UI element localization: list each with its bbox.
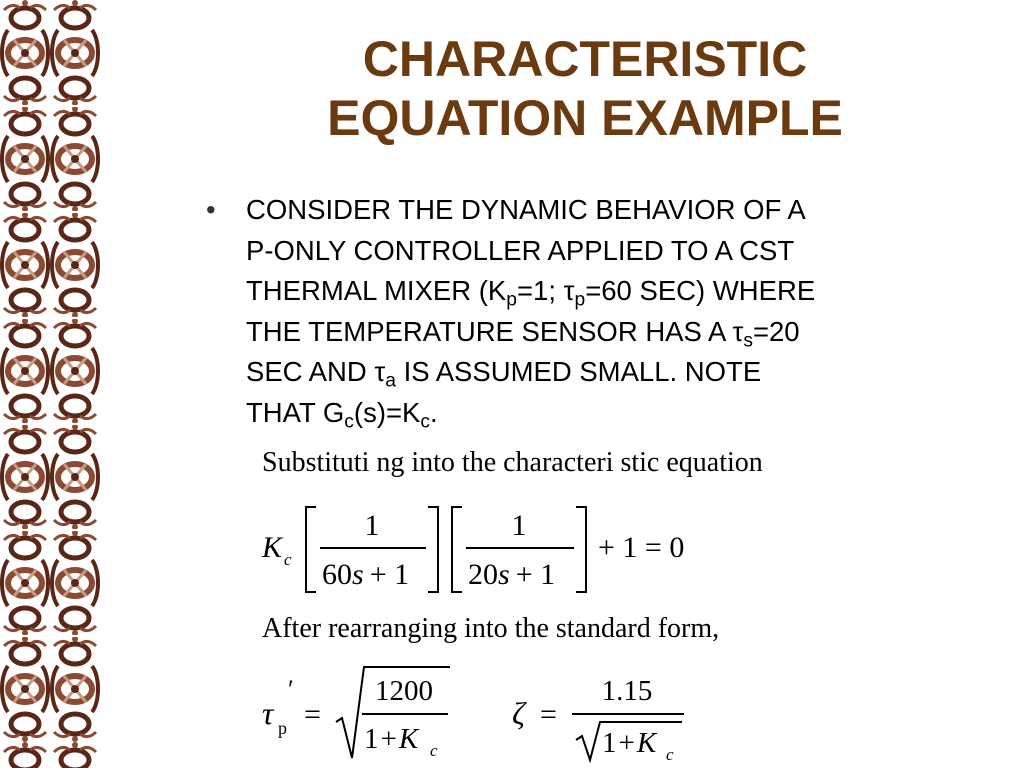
bullet-text-run: THAT G: [246, 396, 345, 428]
frac1-denominator: 60s + 1: [322, 558, 410, 591]
tau-symbol: τ: [262, 695, 274, 731]
bullet-text-run: (s)=K: [353, 396, 421, 428]
gain-k: K: [262, 531, 283, 564]
tau-denominator: 1+K: [364, 723, 419, 755]
tau-equals: =: [304, 698, 321, 731]
bullet-text-run: CONSIDER THE DYNAMIC BEHAVIOR OF A: [246, 194, 806, 225]
subscript: c: [420, 410, 431, 432]
bullet-text-run: =1; τ: [516, 275, 575, 306]
characteristic-equation: [261, 507, 684, 592]
left-bracket-1: [306, 507, 316, 592]
rearranging-text: After rearranging into the standard form,: [262, 613, 720, 644]
bullet-text-run: P-ONLY CONTROLLER APPLIED TO A CST: [246, 234, 795, 266]
zeta-numerator: 1.15: [601, 675, 653, 707]
zeta-equation: [512, 675, 684, 764]
tau-numerator: 1200: [375, 675, 433, 707]
title-line-1: CHARACTERISTIC: [362, 31, 808, 87]
zeta-den-sub: c: [666, 745, 674, 764]
left-bracket-2: [452, 507, 462, 592]
bullet-text-run: =20: [752, 315, 800, 347]
zeta-equals: =: [540, 698, 557, 731]
bullet-text-run: =60 SEC) WHERE: [585, 275, 816, 306]
zeta-symbol: ζ: [512, 695, 525, 731]
bullet-text-run: THERMAL MIXER (K: [246, 275, 507, 306]
gain-k-sub: c: [284, 550, 292, 569]
zeta-denominator: 1+K: [602, 727, 657, 759]
subscript: p: [574, 289, 586, 311]
frac2-numerator: 1: [511, 509, 527, 542]
bullet-text-run: .: [430, 396, 438, 428]
equation-tail: + 1 = 0: [598, 531, 685, 564]
subscript: c: [344, 410, 354, 432]
right-bracket-2: [576, 507, 586, 592]
subscript: a: [385, 370, 396, 392]
subscript: p: [506, 289, 517, 311]
tau-prime: ′: [288, 675, 294, 704]
substituting-text: Substituti ng into the characteri stic equation: [262, 447, 763, 478]
bullet-text-run: SEC AND τ: [246, 356, 386, 387]
title-line-2: EQUATION EXAMPLE: [327, 90, 843, 146]
bullet-text-run: IS ASSUMED SMALL. NOTE: [395, 356, 762, 387]
right-bracket-1: [428, 507, 438, 592]
bullet-text-run: THE TEMPERATURE SENSOR HAS A τ: [246, 315, 744, 347]
bullet-marker: •: [206, 194, 216, 225]
tau-equation: [262, 667, 450, 760]
tau-den-sub: c: [430, 741, 438, 760]
subscript: s: [743, 329, 753, 351]
tau-sub: p: [278, 718, 287, 738]
frac2-denominator: 20s + 1: [468, 558, 556, 591]
frac1-numerator: 1: [364, 509, 380, 542]
